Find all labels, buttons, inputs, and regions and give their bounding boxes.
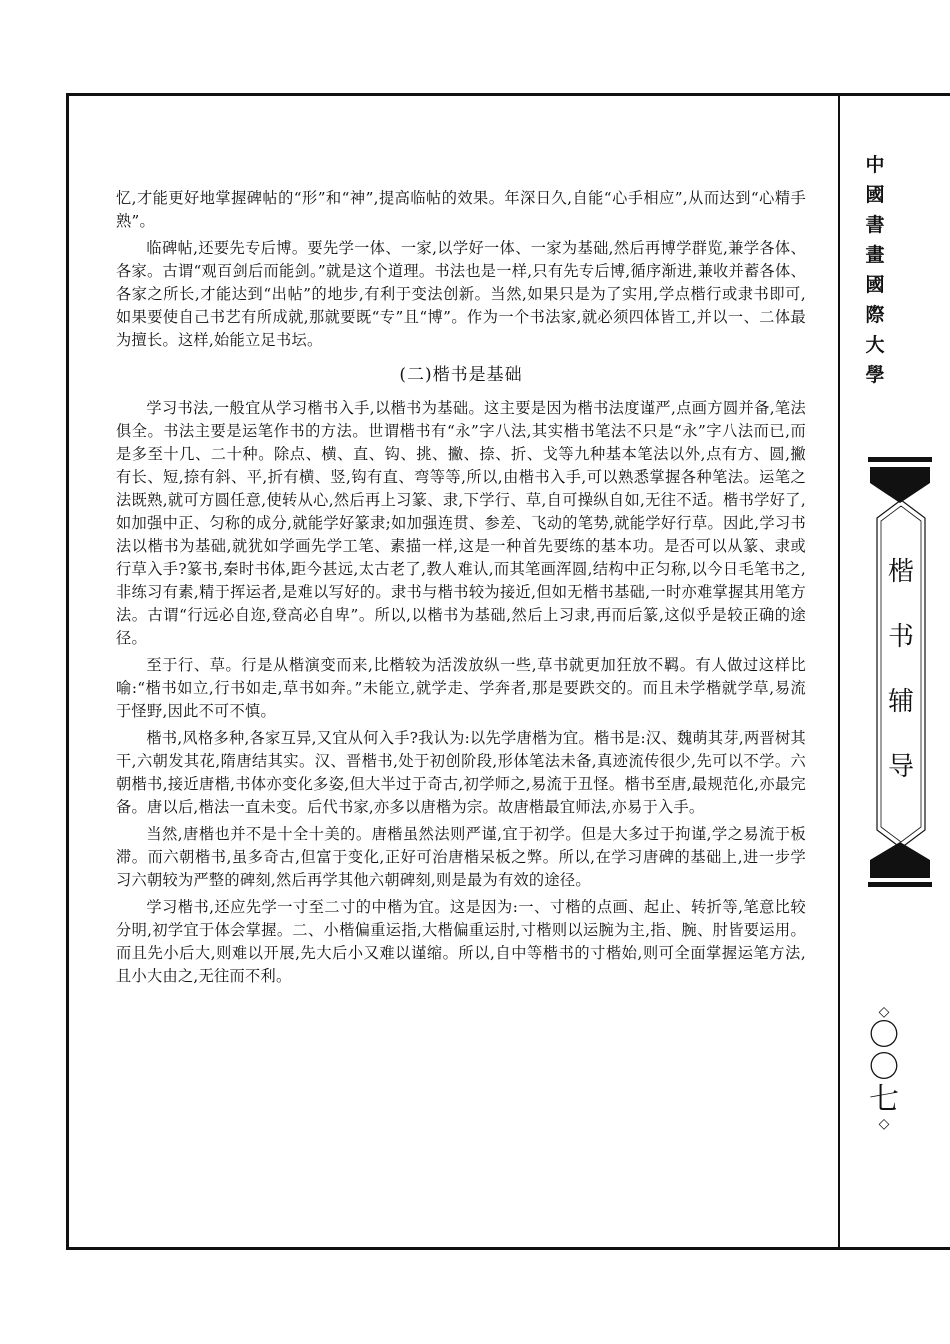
paragraph: 当然,唐楷也并不是十全十美的。唐楷虽然法则严谨,宜于初学。但是大多过于拘谨,学之易流于板滞。而六朝楷书,虽多奇古,但富于变化,正好可治唐楷呆板之弊。所以,在学习唐碑的基础上,进一步学习六朝较为严整的碑刻,然后再学其他六朝碑刻,则是最为有效的途径。: [116, 825, 806, 889]
paragraph: 楷书,风格多种,各家互异,又宜从何入手?我认为:以先学唐楷为宜。楷书是:汉、魏萌其芽,两晋树其干,六朝发其花,隋唐结其实。汉、晋楷书,处于初创阶段,形体笔法未备,真迹流传很少,先可以不学。六朝楷书,接近唐楷,书体亦变化多姿,但大半过于奇古,初学师之,易流于丑怪。楷书至唐,最规范化,亦最完备。唐以后,楷法一直未变。后代书家,亦多以唐楷为宗。故唐楷最宜师法,亦易于入手。: [116, 729, 806, 816]
side-title-char: 畫: [865, 244, 885, 266]
paragraph: 忆,才能更好地掌握碑帖的“形”和“神”,提高临帖的效果。年深日久,自能“心手相应”,从而达到“心精手熟”。: [116, 189, 806, 230]
column-divider: [838, 93, 840, 1250]
paragraph: 临碑帖,还要先专后博。要先学一体、一家,以学好一体、一家为基础,然后再博学群览,兼学各体、各家。古谓“观百剑后而能剑。”就是这个道理。书法也是一样,只有先专后博,循序渐进,兼收并蓄各体、各家之所长,才能达到“出帖”的地步,有利于变法创新。当然,如果只是为了实用,学点楷行或隶书即可,如果要使自己书艺有所成就,那就要既“专”且“博”。作为一个书法家,就必须四体皆工,并以一、二体最为擅长。这样,始能立足书坛。: [116, 239, 806, 349]
side-title-char: 際: [865, 304, 885, 326]
ribbon-bottom-ornament: [868, 842, 932, 888]
school-name-vertical: [855, 150, 895, 390]
section-title: (二)楷书是基础: [399, 365, 523, 385]
side-title-char: 國: [865, 184, 885, 206]
diamond-icon: ◇: [878, 1116, 890, 1132]
panel-char: 书: [887, 622, 914, 652]
side-title-char: 中: [865, 154, 885, 176]
page-number: [868, 1004, 900, 1132]
page-digit: 七: [869, 1082, 899, 1117]
side-title-char: 國: [865, 274, 885, 296]
body-text: [116, 187, 806, 992]
side-title-char: 大: [865, 334, 885, 356]
page-digit: 〇: [869, 1018, 899, 1053]
panel-char: 楷: [887, 557, 914, 587]
paragraph: 至于行、草。行是从楷演变而来,比楷较为活泼放纵一些,草书就更加狂放不羁。有人做过这样比喻:“楷书如立,行书如走,草书如奔。”未能立,就学走、学奔者,那是要跌交的。而且未学楷就学草,易流于怪野,因此不可不慎。: [116, 656, 806, 720]
paragraph: 学习书法,一般宜从学习楷书入手,以楷书为基础。这主要是因为楷书法度谨严,点画方圆并备,笔法俱全。书法主要是运笔作书的方法。世谓楷书有“永”字八法,其实楷书笔法不只是“永”字八法而已,而是多至十几、二十种。除点、横、直、钩、挑、撇、捺、折、戈等九种基本笔法以外,点有方、圆,撇有长、短,捺有斜、平,折有横、竖,钩有直、弯等等,所以,由楷书入手,可以熟悉掌握各种笔法。运笔之法既熟,就可方圆任意,使转从心,然后再上习篆、隶,下学行、草,自可操纵自如,无往不适。楷书学好了,如加强中正、匀称的成分,就能学好篆隶;如加强连贯、参差、飞动的笔势,就能学好行草。因此,学习书法以楷书为基础,就犹如学画先学工笔、素描一样,这是一种首先要练的基本功。是否可以从篆、隶或行草入手?篆书,秦时书体,距今甚远,太古老了,教人难认,而其笔画浑圆,结构中正匀称,以今日毛笔书之,非练习有素,精于挥运者,是难以写好的。隶书与楷书较为接近,但如无楷书基础,一时亦难掌握其用笔方法。古谓“行远必自迩,登高必自卑”。所以,以楷书为基础,然后上习隶,再而后篆,这似乎是较正确的途径。: [116, 399, 806, 647]
paragraph: 学习楷书,还应先学一寸至二寸的中楷为宜。这是因为:一、寸楷的点画、起止、转折等,笔意比较分明,初学宜于体会掌握。二、小楷偏重运指,大楷偏重运肘,寸楷则以运腕为主,指、腕、肘皆要运用。而且先小后大,则难以开展,先大后小又难以谨缩。所以,自中等楷书的寸楷始,则可全面掌握运笔方法,且小大由之,无往而不利。: [116, 898, 806, 985]
page-digit: 〇: [869, 1050, 899, 1085]
side-title-char: 書: [865, 214, 885, 236]
side-title-char: 學: [865, 364, 885, 386]
panel-char: 辅: [887, 687, 914, 717]
section-label-vertical: [873, 540, 929, 800]
diamond-icon: ◇: [878, 1004, 890, 1020]
panel-char: 导: [887, 752, 914, 782]
